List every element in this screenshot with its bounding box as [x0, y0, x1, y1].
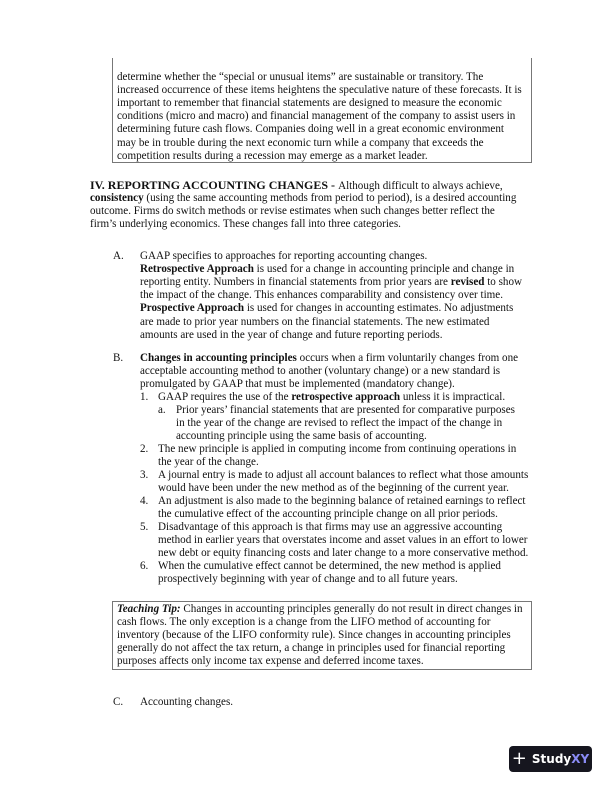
b-2-line [158, 443, 516, 456]
text: would have been under the new method as of the beginning of the current year. [158, 482, 509, 495]
text: An adjustment is also made to the beginning balance of retained earnings to reflect [158, 495, 526, 507]
text: increased occurrence of these items heightens the speculative nature of these forecasts. It is [117, 84, 522, 97]
item-a-line [140, 329, 443, 342]
text: cash flows. The only exception is a change from the LIFO method of accounting for [117, 616, 491, 629]
emphasis-text: Prospective Approach [140, 302, 245, 315]
forecast-box-line [117, 123, 504, 136]
b-2-label: 2. [140, 443, 149, 455]
emphasis-text: retrospective approach [291, 391, 401, 403]
text: Prior years’ financial statements that are presented for comparative purposes [176, 404, 515, 416]
forecast-box-line [117, 84, 522, 97]
text: purposes affects only income tax expense and deferred income taxes. [117, 655, 424, 668]
text: The new principle is applied in computing income from continuing operations in [158, 443, 517, 455]
forecast-box-line [117, 137, 484, 150]
text: A journal entry is made to adjust all account balances to reflect what those amounts [158, 469, 529, 481]
b-4-line [158, 495, 526, 508]
text: to show [484, 276, 523, 289]
text: is used for a change in accounting principle and change in [253, 263, 515, 276]
text: new debt or equity financing costs and later change to a more conservative method. [158, 547, 529, 560]
emphasis-text: Changes in accounting principles [140, 352, 297, 364]
b-4-label: 4. [140, 495, 149, 507]
b-3-label: 3. [140, 469, 149, 481]
emphasis-text: revised [450, 276, 485, 289]
item-a-line [140, 289, 503, 302]
emphasis-text: IV. REPORTING ACCOUNTING CHANGES - [90, 178, 339, 192]
emphasis-text: consistency [90, 192, 144, 205]
item-b-line [140, 352, 518, 365]
item-c-line [140, 696, 233, 709]
b-4-line [158, 508, 498, 521]
b-3-line [158, 482, 509, 495]
b-5-line [158, 534, 527, 547]
b-1-label: 1. [140, 391, 149, 403]
text: the cumulative effect of the accounting principle change on all prior periods. [158, 508, 498, 521]
emphasis-text: Retrospective Approach [140, 263, 254, 276]
text: firm’s underlying economics. These changes fall into three categories. [90, 218, 401, 231]
item-b-label: B. [113, 352, 124, 364]
text: unless it is impractical. [400, 391, 506, 403]
text: conditions (micro and macro) and financial management of the company to assist users in [117, 110, 516, 123]
b-6-label: 6. [140, 560, 149, 572]
teaching-tip-box-line [117, 629, 511, 642]
text: accounting principle using the same basis of accounting. [176, 430, 427, 443]
b-3-line [158, 469, 528, 482]
text: is used for changes in accounting estimates. No adjustments [244, 302, 514, 315]
b-2-line [158, 456, 259, 469]
teaching-tip-box-line [117, 616, 491, 629]
item-a-line [140, 263, 514, 276]
text: are made to prior year numbers on the financial statements. The new estimated [140, 315, 490, 328]
text: may be in trouble during the next economic turn while a company that exceeds the [117, 136, 484, 149]
text: inventory (because of the LIFO conformity rule). Since changes in accounting principles [117, 629, 511, 642]
text: Changes in accounting principles generally do not result in direct changes in [180, 603, 523, 615]
item-a-label: A. [113, 250, 124, 262]
b-1-a-line [176, 430, 427, 443]
section-iv-line [90, 205, 495, 218]
text: reporting entity. Numbers in financial statements from prior years are [140, 276, 451, 289]
brand-study: Study [531, 752, 572, 766]
text: the impact of the change. This enhances comparability and consistency over time. [140, 289, 503, 302]
emphasis-text: Teaching Tip: [117, 603, 181, 615]
b-6-line [158, 560, 501, 573]
forecast-box-line [117, 71, 483, 84]
b-1-line [158, 391, 505, 404]
text: method in earlier years that overstates income and asset values in an effort to lower [158, 534, 528, 547]
forecast-box-line [117, 150, 428, 163]
text: (using the same accounting methods from period to period), is a desired accounting [143, 192, 517, 205]
studyxy-badge[interactable] [509, 746, 592, 772]
b-1-a-label: a. [158, 404, 166, 416]
brand-xy: XY [571, 752, 590, 766]
item-a-line [140, 250, 427, 263]
section-iv-line [90, 218, 401, 231]
text: Disadvantage of this approach is that firms may use an aggressive accounting [158, 521, 503, 533]
teaching-tip-box-line [117, 642, 505, 655]
text: generally do not affect the tax return, a change in principles used for financial reporting [117, 642, 506, 655]
text: amounts are used in the year of change and future reporting periods. [140, 328, 443, 341]
b-5-line [158, 547, 528, 560]
text: competition results during a recession may emerge as a market leader. [117, 149, 428, 162]
text: occurs when a firm voluntarily changes from one [296, 352, 519, 364]
b-1-a-line [176, 417, 502, 430]
text: When the cumulative effect cannot be determined, the new method is applied [158, 560, 501, 572]
text: outcome. Firms do switch methods or revise estimates when such changes better reflect the [90, 205, 495, 218]
teaching-tip-box-line [117, 603, 523, 616]
text: the year of the change. [158, 456, 259, 469]
b-5-label: 5. [140, 521, 149, 533]
text: promulgated by GAAP that must be implemented (mandatory change). [140, 378, 455, 391]
section-iv-line [90, 179, 503, 193]
plus-icon: + [511, 748, 527, 769]
teaching-tip-box-line [117, 655, 424, 668]
item-c-label: C. [113, 696, 124, 708]
b-1-a-line [176, 404, 515, 417]
text: Accounting changes. [140, 696, 234, 708]
text: determine whether the “special or unusual items” are sustainable or transitory. The [117, 71, 484, 83]
item-a-line [140, 276, 522, 289]
text: Although difficult to always achieve, [338, 180, 503, 192]
section-iv-line [90, 192, 516, 205]
forecast-box-line [117, 110, 515, 123]
text: prospectively beginning with year of change and to all future years. [158, 573, 458, 586]
item-a-line [140, 316, 489, 329]
item-b-line [140, 378, 455, 391]
text: important to remember that financial statements are designed to measure the economic [117, 97, 502, 110]
item-a-line [140, 302, 513, 315]
item-b-line [140, 365, 500, 378]
text: acceptable accounting method to another (voluntary change) or a new standard is [140, 365, 501, 378]
text: in the year of the change are revised to reflect the impact of the change in [176, 417, 503, 430]
b-6-line [158, 573, 458, 586]
forecast-box-line [117, 97, 502, 110]
text: GAAP specifies to approaches for reporting accounting changes. [140, 250, 428, 262]
b-5-line [158, 521, 502, 534]
text: GAAP requires the use of the [158, 391, 292, 403]
text: determining future cash flows. Companies doing well in a great economic environment [117, 123, 504, 136]
